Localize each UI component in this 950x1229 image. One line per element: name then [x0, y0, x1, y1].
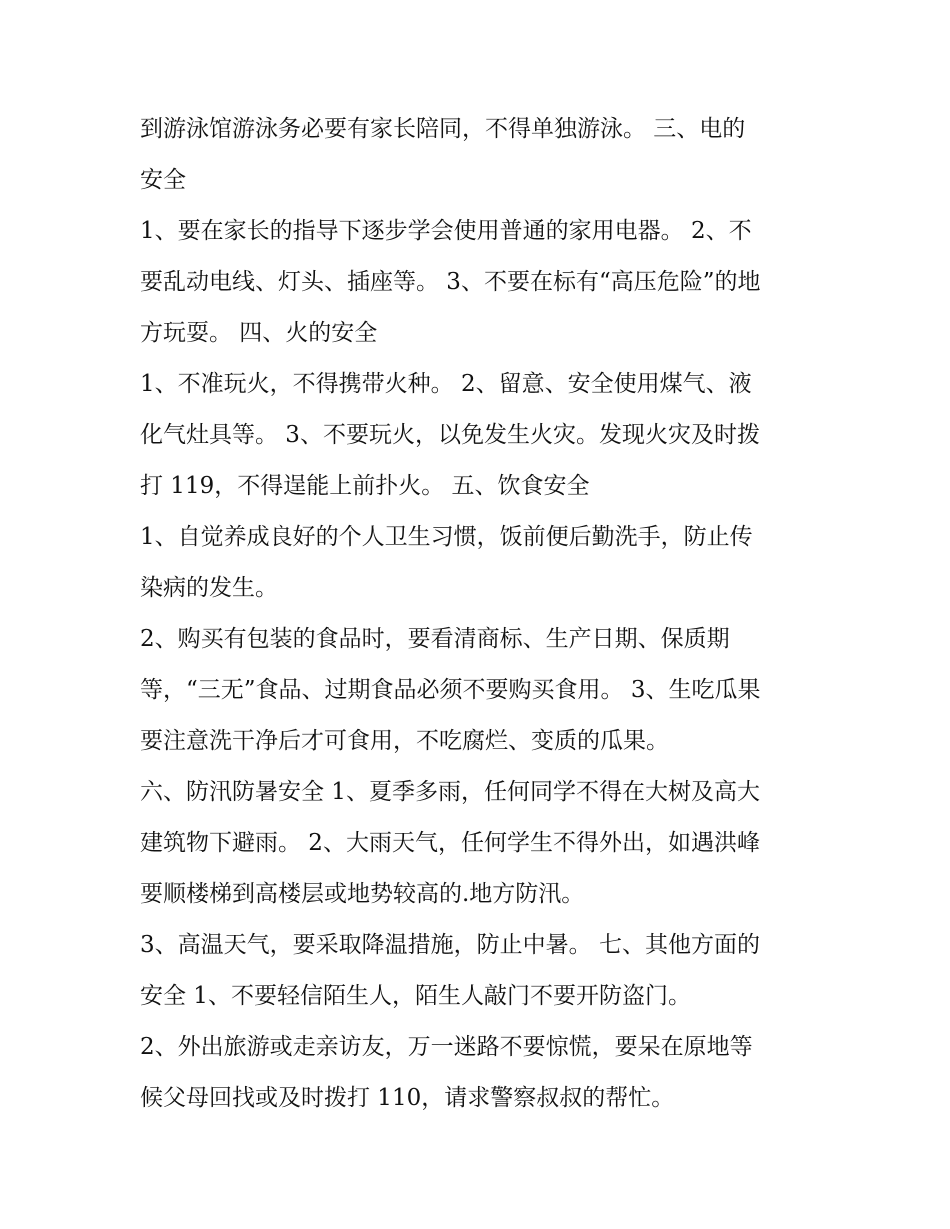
- text-line-18: 安全 1、不要轻信陌生人，陌生人敲门不要开防盗门。: [140, 983, 691, 1009]
- text-line-3: 1、要在家长的指导下逐步学会使用普通的家用电器。 2、不: [140, 218, 752, 244]
- text-line-8: 打 119，不得逞能上前扑火。 五、饮食安全: [140, 473, 590, 499]
- text-line-11: 2、购买有包装的食品时，要看清商标、生产日期、保质期: [140, 626, 730, 652]
- text-line-1: 到游泳馆游泳务必要有家长陪同，不得单独游泳。 三、电的: [140, 116, 746, 142]
- text-line-16: 要顺楼梯到高楼层或地势较高的.地方防汛。: [140, 881, 585, 907]
- text-line-15: 建筑物下避雨。 2、大雨天气，任何学生不得外出，如遇洪峰: [140, 830, 760, 856]
- text-line-17: 3、高温天气，要采取降温措施，防止中暑。 七、其他方面的: [140, 932, 760, 958]
- text-line-4: 要乱动电线、灯头、插座等。 3、不要在标有“高压危险”的地: [140, 269, 761, 295]
- text-line-19: 2、外出旅游或走亲访友，万一迷路不要惊慌，要呆在原地等: [140, 1034, 753, 1060]
- text-line-5: 方玩耍。 四、火的安全: [140, 320, 378, 346]
- text-line-10: 染病的发生。: [140, 575, 278, 601]
- text-line-14: 六、防汛防暑安全 1、夏季多雨，任何同学不得在大树及高大: [140, 779, 760, 805]
- text-line-13: 要注意洗干净后才可食用，不吃腐烂、变质的瓜果。: [140, 728, 669, 754]
- text-line-20: 候父母回找或及时拨打 110，请求警察叔叔的帮忙。: [140, 1085, 675, 1111]
- document-body: [140, 104, 820, 1124]
- text-line-12: 等，“三无”食品、过期食品必须不要购买食用。 3、生吃瓜果: [140, 677, 761, 703]
- text-line-7: 化气灶具等。 3、不要玩火，以免发生火灾。发现火灾及时拨: [140, 422, 760, 448]
- text-line-6: 1、不准玩火，不得携带火种。 2、留意、安全使用煤气、液: [140, 371, 752, 397]
- text-line-2: 安全: [140, 167, 186, 193]
- text-line-9: 1、自觉养成良好的个人卫生习惯，饭前便后勤洗手，防止传: [140, 524, 753, 550]
